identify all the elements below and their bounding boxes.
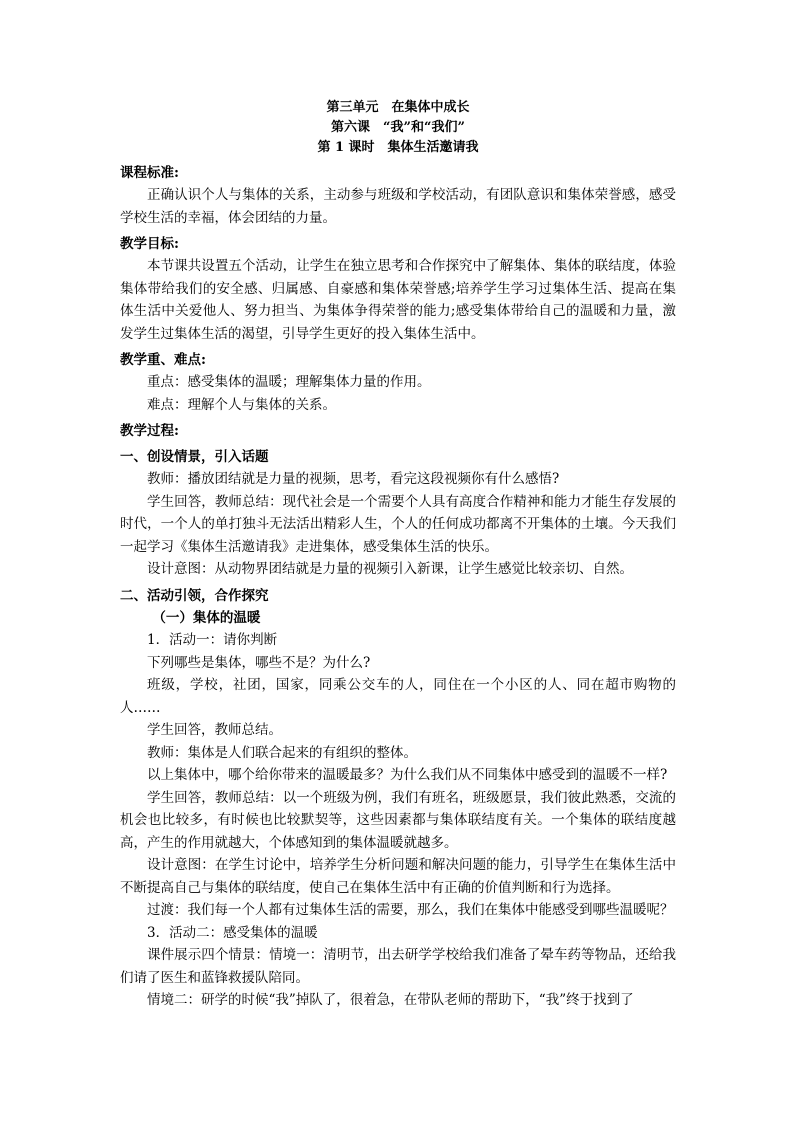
activity1-title: 1．活动一：请你判断 xyxy=(147,632,278,648)
activity1-design: 设计意图：在学生讨论中，培养学生分析问题和解决问题的能力，引导学生在集体生活中不断提高自己与集体的联结度，使自己在集体生活中有正确的价值判断和行为选择。 xyxy=(120,857,676,896)
section2-heading: 二、活动引领，合作探究 xyxy=(120,587,269,604)
document-page xyxy=(120,98,676,1012)
activity1-list: 班级，学校，社团，国家，同乘公交车的人，同住在一个小区的人、同在超市购物的人…… xyxy=(120,677,676,716)
goals-heading: 教学目标: xyxy=(120,236,179,252)
goals-text: 本节课共设置五个活动，让学生在独立思考和合作探究中了解集体、集体的联结度，体验集体带给我们的安全感、归属感、自豪感和集体荣誉感;培养学生学习过集体生活、提高在集体生活中关爱他人、努力担当、为集体争得荣誉的能力;感受集体带给自己的温暖和力量，激发学生过集体生活的渴望，引导学生更好的投入集体生活中。 xyxy=(120,258,676,342)
unit-title: 第三单元 在集体中成长 xyxy=(326,100,470,115)
scene1-text: 课件展示四个情景：情境一：清明节，出去研学学校给我们准备了晕车药等物品，还给我们请了医生和蓝锋救援队陪同。 xyxy=(120,947,676,986)
period-title: 第 1 课时 集体生活邀请我 xyxy=(317,140,479,155)
activity1-answer2: 学生回答，教师总结：以一个班级为例，我们有班名，班级愿景，我们彼此熟悉，交流的机会也比较多，有时候也比较默契等，这些因素都与集体联结度有关。一个集体的联结度越高，产生的作用就越大，个体感知到的集体温暖就越多。 xyxy=(120,789,676,851)
keypoints-heading: 教学重、难点: xyxy=(120,352,206,368)
activity2-title: 3．活动二：感受集体的温暖 xyxy=(147,924,318,941)
key-point: 重点：感受集体的温暖；理解集体力量的作用。 xyxy=(147,374,431,390)
activity1-question2: 以上集体中，哪个给你带来的温暖最多？为什么我们从不同集体中感受到的温暖不一样? xyxy=(147,767,668,783)
scene2-text: 情境二：研学的时候“我”掉队了，很着急，在带队老师的帮助下，“我”终于找到了 xyxy=(147,992,634,1008)
standard-text: 正确认识个人与集体的关系，主动参与班级和学校活动，有团队意识和集体荣誉感，感受学校生活的幸福，体会团结的力量。 xyxy=(120,187,676,226)
activity1-teacher: 教师：集体是人们联合起来的有组织的整体。 xyxy=(147,744,417,761)
lesson-title: 第六课 “我”和“我们” xyxy=(331,120,465,135)
activity1-question: 下列哪些是集体，哪些不是？为什么? xyxy=(147,654,371,671)
difficult-point: 难点：理解个人与集体的关系。 xyxy=(147,396,336,413)
section1-design: 设计意图：从动物界团结就是力量的视频引入新课，让学生感觉比较亲切、自然。 xyxy=(147,561,633,577)
section1-teacher: 教师：播放团结就是力量的视频，思考，看完这段视频你有什么感悟? xyxy=(147,471,560,487)
process-heading: 教学过程: xyxy=(120,423,179,439)
transition-text: 过渡：我们每一个人都有过集体生活的需要，那么，我们在集体中能感受到哪些温暖呢？ xyxy=(147,902,674,918)
standard-heading: 课程标准: xyxy=(120,165,179,181)
subsection-warmth: （一）集体的温暖 xyxy=(152,609,261,626)
section1-summary: 学生回答，教师总结：现代社会是一个需要个人具有高度合作精神和能力才能生存发展的时代，一个人的单打独斗无法活出精彩人生，个人的任何成功都离不开集体的土壤。今天我们一起学习《集体生活邀请我》走进集体，感受集体生活的快乐。 xyxy=(120,493,676,555)
section1-heading: 一、创设情景，引入话题 xyxy=(120,449,269,465)
activity1-answer: 学生回答，教师总结。 xyxy=(147,722,282,738)
